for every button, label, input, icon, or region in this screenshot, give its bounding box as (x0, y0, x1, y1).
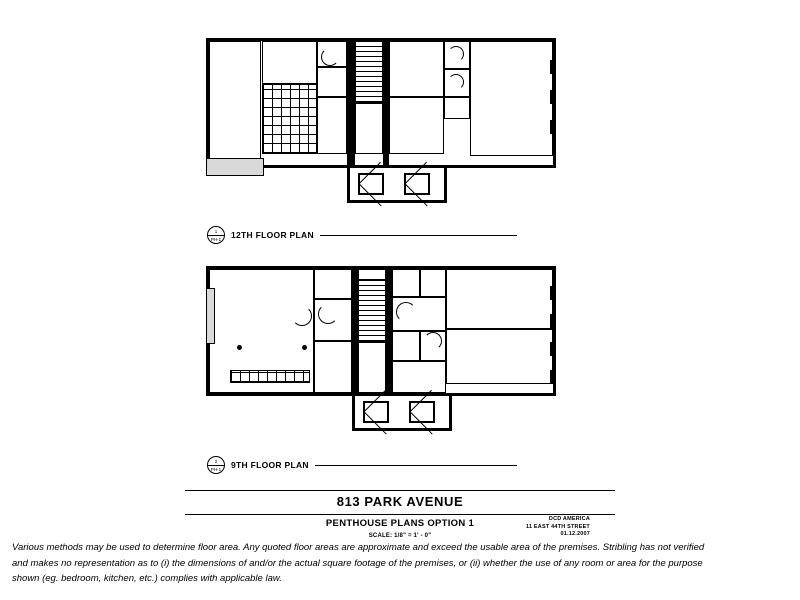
room-closet-1 (317, 67, 347, 97)
core-room-lower (358, 342, 386, 393)
room-hall-1 (317, 97, 347, 154)
room-mid-upper (314, 269, 352, 299)
terrace-step (206, 288, 215, 344)
sheet-subtitle: PENTHOUSE PLANS OPTION 1 (325, 518, 475, 529)
window-marker (550, 370, 556, 384)
plan-label-12th-floor: 12TH FLOOR PLAN (231, 230, 314, 240)
room-upper-left (262, 41, 317, 84)
elevator-cab-1 (358, 173, 384, 195)
room-living-right (470, 41, 553, 156)
room-right-lower (389, 97, 444, 154)
window-marker (550, 314, 556, 328)
room-bath-upper (392, 269, 420, 297)
door-swing-icon (292, 306, 312, 326)
title-divider-bottom (185, 514, 615, 515)
room-right-upper (389, 41, 444, 97)
window-marker (550, 120, 556, 134)
disclaimer-line-2: and makes no representation as to (i) the dimensions of and/or the actual square footage of the premises, or (ii) whether the use of any room or area for the purpose (12, 557, 703, 569)
window-marker (550, 286, 556, 300)
plan-label-9th-floor: 9TH FLOOR PLAN (231, 460, 309, 470)
callout-sheet-ref: PH-1 (210, 466, 222, 472)
terrace-step (206, 158, 264, 176)
core-room-upper (358, 269, 386, 280)
callout-bubble (207, 456, 225, 474)
room-mid-lower (314, 341, 352, 393)
scale-note: SCALE: 1/8" = 1' - 0" (368, 533, 432, 539)
callout-number: 1 (214, 228, 218, 234)
window-marker (550, 60, 556, 74)
sheet-date: 01.12.2007 (560, 531, 590, 537)
elevator-cab-2 (409, 401, 435, 423)
room-lower-right (392, 361, 446, 393)
callout-rule (320, 235, 517, 236)
door-swing-icon (321, 48, 339, 66)
plan-drawing-9th-floor (206, 266, 556, 396)
window-marker (550, 90, 556, 104)
room-bath-lower (392, 331, 420, 361)
plan-drawing-12th-floor (206, 38, 556, 168)
firm-address: 11 EAST 44TH STREET (525, 523, 590, 530)
core-wall-block (347, 41, 355, 165)
terrace-area (209, 41, 261, 165)
door-swing-icon (424, 332, 442, 350)
callout-bubble (207, 226, 225, 244)
callout-number: 2 (214, 458, 218, 464)
room-right-bedroom (446, 269, 553, 329)
stair-run-12th (355, 41, 383, 103)
elevator-cab-2 (404, 173, 430, 195)
callout-rule (315, 465, 517, 466)
window-bay-band (230, 370, 310, 383)
room-right-lower-bedroom (446, 329, 553, 384)
core-room-lower (355, 103, 383, 154)
legal-disclaimer (12, 540, 788, 587)
column-marker (302, 345, 307, 350)
callout-sheet-ref: PH-1 (210, 236, 222, 242)
door-swing-icon (318, 304, 338, 324)
disclaimer-line-3: shown (eg. bedroom, kitchen, etc.) complies with applicable law. (12, 573, 282, 584)
window-marker (550, 342, 556, 356)
room-closet-2 (444, 97, 470, 119)
door-swing-icon (396, 302, 416, 322)
stair-run-9th (358, 280, 386, 342)
firm-block (450, 516, 590, 539)
disclaimer-line-1: Various methods may be used to determine floor area. Any quoted floor areas are approximate and exceed the usable area of the premises. Stribling has not verified (12, 542, 705, 553)
firm-name: DCD AMERICA (548, 516, 590, 522)
door-swing-icon (448, 46, 464, 62)
door-swing-icon (448, 74, 464, 90)
plan-callout-12th-floor (207, 226, 517, 244)
elevator-cab-1 (363, 401, 389, 423)
room-closet-upper (420, 269, 446, 297)
tiled-room (262, 84, 317, 154)
plan-callout-9th-floor (207, 456, 517, 474)
column-marker (237, 345, 242, 350)
title-divider-top (185, 490, 615, 491)
sheet-title: 813 PARK AVENUE (336, 494, 464, 509)
